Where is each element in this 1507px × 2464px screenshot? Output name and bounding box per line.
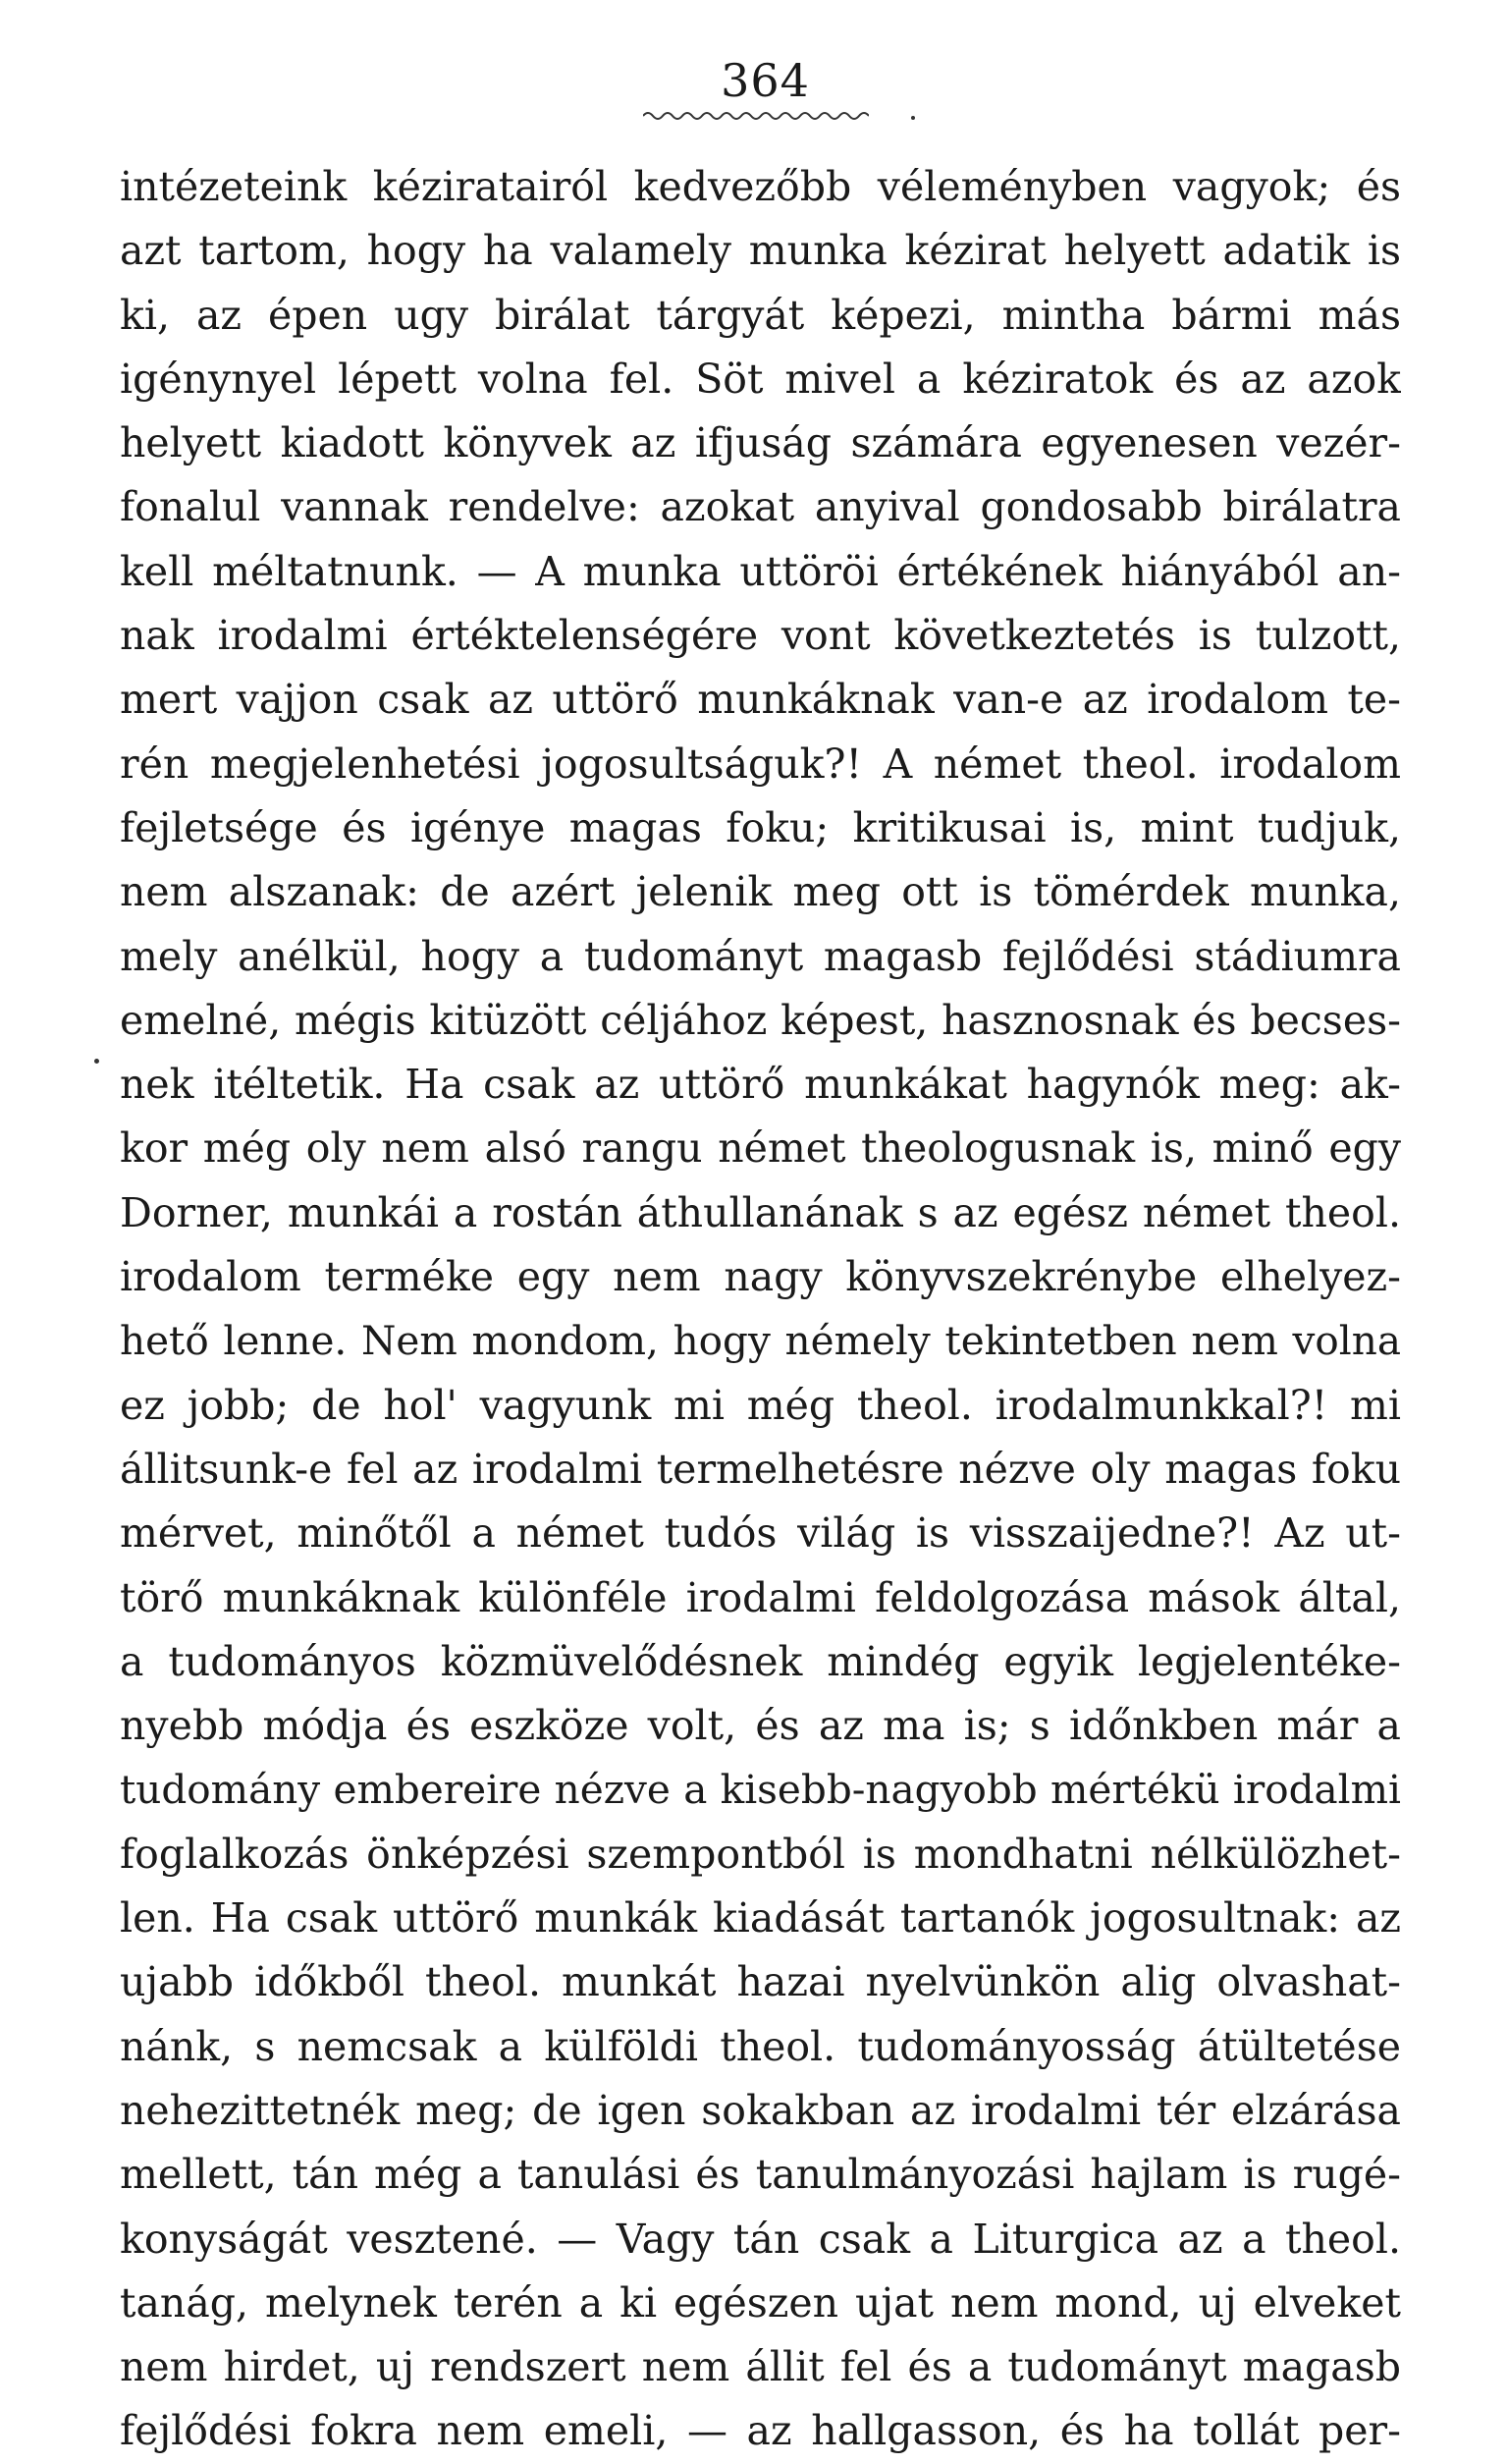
text-line: nem hirdet, uj rendszert nem állit fel és a tudományt magasb xyxy=(120,2343,1401,2391)
text-line: hető lenne. Nem mondom, hogy némely tekintetben nem volna xyxy=(120,1317,1401,1365)
page-number: 364 xyxy=(721,54,810,107)
text-line: ki, az épen ugy birálat tárgyát képezi, mintha bármi más xyxy=(120,291,1401,339)
text-line: nek itéltetik. Ha csak az uttörő munkákat hagynók meg: ak- xyxy=(120,1061,1401,1109)
text-line: kell méltatnunk. — A munka uttöröi értékének hiányából an- xyxy=(120,547,1401,595)
body-text xyxy=(120,155,1401,2464)
text-line: nem alszanak: de azért jelenik meg ott is tömérdek munka, xyxy=(120,868,1401,916)
text-line: mérvet, minőtől a német tudós világ is visszaijedne?! Az ut- xyxy=(120,1509,1401,1558)
text-line: tanág, melynek terén a ki egészen ujat nem mond, uj elveket xyxy=(120,2278,1401,2327)
text-line: foglalkozás önképzési szempontból is mondhatni nélkülözhet- xyxy=(120,1830,1401,1878)
text-line: rén megjelenhetési jogosultságuk?! A német theol. irodalom xyxy=(120,739,1401,788)
text-line: len. Ha csak uttörő munkák kiadását tartanók jogosultnak: az xyxy=(120,1894,1401,1943)
text-line: irodalom terméke egy nem nagy könyvszekrénybe elhelyez- xyxy=(120,1253,1401,1301)
print-speck xyxy=(94,1059,99,1064)
text-line: Dorner, munkái a rostán áthullanának s az egész német theol. xyxy=(120,1188,1401,1236)
text-line: ez jobb; de hol' vagyunk mi még theol. irodalmunkkal?! mi xyxy=(120,1381,1401,1429)
text-line: mellett, tán még a tanulási és tanulmányozási hajlam is rugé- xyxy=(120,2151,1401,2199)
text-line: nyebb módja és eszköze volt, és az ma is; s időnkben már a xyxy=(120,1702,1401,1750)
text-line: ujabb időkből theol. munkát hazai nyelvünkön alig olvashat- xyxy=(120,1958,1401,2006)
text-line: a tudományos közmüvelődésnek mindég egyik legjelentéke- xyxy=(120,1637,1401,1685)
text-line: nak irodalmi értéktelenségére vont következtetés is tulzott, xyxy=(120,612,1401,660)
text-line: igénynyel lépett volna fel. Söt mivel a kéziratok és az azok xyxy=(120,355,1401,403)
text-line: fonalul vannak rendelve: azokat anyival gondosabb birálatra xyxy=(120,483,1401,531)
text-line: mert vajjon csak az uttörő munkáknak van-e az irodalom te- xyxy=(120,676,1401,724)
print-speck xyxy=(911,116,915,120)
text-line: nehezittetnék meg; de igen sokakban az irodalmi tér elzárása xyxy=(120,2086,1401,2134)
text-line: konyságát vesztené. — Vagy tán csak a Liturgica az a theol. xyxy=(120,2215,1401,2263)
text-line: törő munkáknak különféle irodalmi feldolgozása mások által, xyxy=(120,1573,1401,1621)
text-line: helyett kiadott könyvek az ifjuság számára egyenesen vezér- xyxy=(120,419,1401,467)
text-line: tudomány embereire nézve a kisebb-nagyobb mértékü irodalmi xyxy=(120,1766,1401,1814)
text-line: állitsunk-e fel az irodalmi termelhetésre nézve oly magas foku xyxy=(120,1445,1401,1493)
text-line: kor még oly nem alsó rangu német theologusnak is, minő egy xyxy=(120,1124,1401,1173)
text-line: emelné, mégis kitüzött céljához képest, hasznosnak és becses- xyxy=(120,996,1401,1044)
page-number-ornament xyxy=(643,108,869,124)
text-line: nánk, s nemcsak a külföldi theol. tudományosság átültetése xyxy=(120,2022,1401,2070)
text-line: fejletsége és igénye magas foku; kritikusai is, mint tudjuk, xyxy=(120,803,1401,851)
text-line: mely anélkül, hogy a tudományt magasb fejlődési stádiumra xyxy=(120,932,1401,980)
text-line: fejlődési fokra nem emeli, — az hallgasson, és ha tollát per- xyxy=(120,2407,1401,2455)
text-line: intézeteink kéziratairól kedvezőbb véleményben vagyok; és xyxy=(120,163,1401,210)
text-line: azt tartom, hogy ha valamely munka kézirat helyett adatik is xyxy=(120,227,1401,275)
